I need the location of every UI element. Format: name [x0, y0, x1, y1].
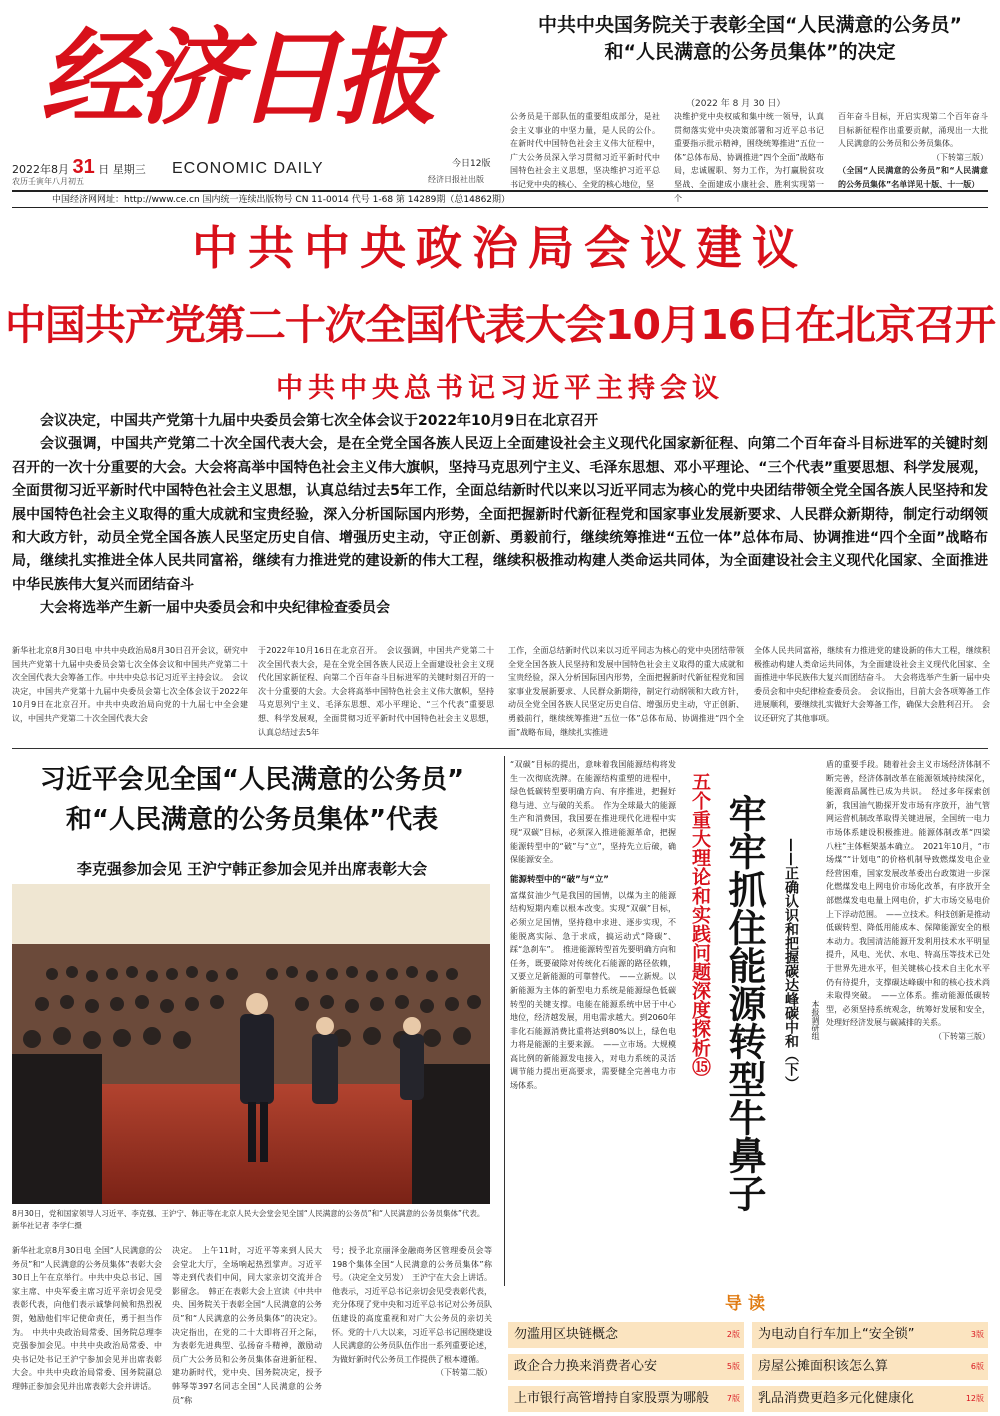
meeting-story-title-line1: 习近平会见全国“人民满意的公务员” — [39, 765, 465, 795]
main-lead-para-2: 会议强调，中国共产党第二十次全国代表大会，是在全党全国各族人民迈上全面建设社会主义现代化国家新征程、向第二个百年奋斗目标进军的关键时刻召开的一次十分重要的大会。大会将高举中国特色社会主义伟大旗帜，坚持马克思列宁主义、毛泽东思想、邓小平理论、“三个代表”重要思想、科学发展观，全面贯彻习近平新时代中国特色社会主义思想，认真总结过去5年工作，全面总结新时代以来以习近平同志为核心的党中央团结带领全党全国各族人民坚持和发展中国特色社会主义取得的重大成就和宝贵经验，深入分析国际国内形势，全面把握新时代新征程党和国家事业发展新要求、人民群众新期待，制定行动纲领和大政方针，动员全党全国各族人民坚定历史自信、增强历史主动，守正创新、勇毅前行，继续统筹推进“五位一体”总体布局、协调推进“四个全面”战略布局，继续扎实推进全体人民共同富裕，继续有力推进党的建设新的伟大工程，继续积极推动构建人类命运共同体，为全面建设社会主义现代化国家、全面推进中华民族伟大复兴而团结奋斗 — [12, 436, 988, 593]
main-story-column-1: 新华社北京8月30日电 中共中央政治局8月30日召开会议，研究中国共产党第十九届中央委员会第七次全体会议和中国共产党第二十次全国代表大会筹备工作。中共中央总书记习近平主持会议。 会议决定，中国共产党第十九届中央委员会第七次全体会议于2022年10月9日在北京召开。中共中央政治局向党的十九届七中全会建议，中国共产党第二十次全国代表大会 — [12, 646, 248, 723]
meeting-story-column-1: 新华社北京8月30日电 全国“人民满意的公务员”和“人民满意的公务员集体”表彰大会30日上午在京举行。中共中央总书记、国家主席、中央军委主席习近平亲切会见受表彰代表，向他们表示诚挚问候和热烈祝贺，勉励他们牢记使命责任，勇于担当作为。 中共中央政治局常委、国务院总理李克强参加会见。中共中央政治局常委、中央书记处书记王沪宁参加会见并出席表彰大会。中共中央政治局常委、国务院副总理韩正参加会见并出席表彰大会并讲话。 — [12, 1246, 162, 1391]
guide-item-text: 乳品消费更趋多元化健康化 — [758, 1391, 915, 1406]
guide-item-page: 12版 — [965, 1394, 984, 1403]
meeting-photo-illustration — [12, 884, 490, 1204]
date-prefix: 2022年8月 — [12, 163, 69, 176]
date-day: 31 — [72, 156, 95, 178]
main-lead — [12, 410, 988, 621]
page-count: 今日12版 — [452, 159, 491, 169]
guide-item-page: 3版 — [970, 1330, 984, 1339]
energy-story-column-1-body: 富煤贫油少气是我国的国情，以煤为主的能源结构短期内难以根本改变。实现“双碳”目标，必须立足国情，坚持稳中求进、逐步实现，不能脱离实际、急于求成，搞运动式“降碳”、踩“急刹车”。 推进能源转型首先要明确方向和任务，既要破除对传统化石能源的路径依赖，又要立足新能源的可靠替代。 ——立新规。以新能源为主体的新型电力系统是能源绿色低碳转型的关键支撑。电能在能源系统中居于中心地位，经济越发展，用电需求越大。到2060年非化石能源消费比重将达到80%以上，绿色电力将是能源的主要来源。 ——立市场。大规模高比例的新能源发电接入，对电力系统的灵活调节能力提出更高要求，需要健全完善电力市场体系。 — [510, 890, 676, 1091]
guide-item-text: 房屋公摊面积该怎么算 — [758, 1359, 889, 1374]
top-story-column-3 — [838, 110, 988, 190]
energy-story-byline: 本报调研组 — [811, 1000, 820, 1040]
guide-item-text: 勿滥用区块链概念 — [514, 1327, 619, 1342]
photo-caption — [12, 1208, 492, 1232]
guide-item-text: 上市银行高管增持自家股票为哪般 — [514, 1391, 710, 1406]
top-story-note: （全国“人民满意的公务员”和“人民满意的公务员集体”名单详见十版、十一版） — [838, 166, 988, 189]
guide-item[interactable] — [752, 1354, 988, 1380]
info-bar: 中国经济网网址：http://www.ce.cn 国内统一连续出版物号 CN 11-0014 代号 1-68 第 14289期（总14862期） — [12, 190, 988, 208]
photo-credit: 新华社记者 李学仁摄 — [12, 1221, 82, 1230]
guide-item-text: 政企合力换来消费者心安 — [514, 1359, 658, 1374]
top-story-title — [510, 12, 990, 66]
guide-item[interactable] — [752, 1322, 988, 1348]
meeting-story-column-3 — [332, 1244, 492, 1412]
meeting-photo — [12, 884, 490, 1204]
guide-item-page: 5版 — [726, 1362, 740, 1371]
newspaper-logo: 经济日报 — [40, 16, 433, 139]
energy-story-column-1-text: “双碳”目标的提出，意味着我国能源结构将发生一次彻底洗牌。在能源结构重塑的进程中，绿色低碳转型要明确方向、有序推进，把握好稳与进、立与破的关系。 作为全球最大的能源生产和消费国，我国要在推进现代化进程中实现“双碳”目标，必须深入推进能源革命，把握能源转型中的“破”与“立”，坚持先立后破，确保能源安全。 — [510, 760, 676, 865]
energy-story-column-2 — [826, 758, 990, 1286]
meeting-story-title-line2: 和“人民满意的公务员集体”代表 — [65, 805, 439, 835]
guide-item-text: 为电动自行车加上“安全锁” — [758, 1327, 915, 1342]
photo-caption-text: 8月30日，党和国家领导人习近平、李克强、王沪宁、韩正等在北京人民大会堂会见全国“人民满意的公务员”和“人民满意的公务员集体”代表。 — [12, 1209, 485, 1218]
meeting-story-title — [12, 760, 492, 840]
main-headline-1: 中共中央政治局会议建议 — [192, 221, 808, 275]
guide-box — [508, 1292, 988, 1414]
energy-story-column-2-text: 盾的重要手段。随着社会主义市场经济体制不断完善，经济体制改革在能源领域持续深化，能源商品属性已成为共识。 经过多年探索创新，我国油气勘探开发市场有序放开，油气管网运营机制改革取得关键进展，全国统一电力市场体系建设积极推进。能源体制改革“四梁八柱”主体框架基本确立。 2021年10月，“市场煤”“计划电”的价格机制导致燃煤发电企业经营困难，国家发展改革委出台政策进一步深化燃煤发电上网电价市场化改革，有序放开全部燃煤发电电量上网电价，扩大市场交易电价上下浮动范围。 ——立技术。科技创新是推动低碳转型、降低用能成本、保障能源安全的根本动力。我国清洁能源开发利用技术水平明显提升，风电、光伏、水电、特高压等技术已处于世界先进水平，但关键核心技术自主化水平仍有待提升，支撑碳达峰碳中和的核心技术尚未取得突破。 ——立体系。推动能源低碳转型，必须坚持系统观念，统筹好发展和安全，处理好经济发展与碳减排的关系。 — [826, 760, 990, 1028]
guide-title: 导读 — [725, 1294, 771, 1314]
main-story-column-2: 于2022年10月16日在北京召开。 会议强调，中国共产党第二十次全国代表大会，是在全党全国各族人民迈上全面建设社会主义现代化国家新征程、向第二个百年奋斗目标进军的关键时刻召开的一次十分重要的大会。大会将高举中国特色社会主义伟大旗帜，坚持马克思列宁主义、毛泽东思想、邓小平理论、“三个代表”重要思想、科学发展观，全面贯彻习近平新时代中国特色社会主义思想，认真总结过去5年 — [258, 646, 494, 737]
main-story-column-4: 全体人民共同富裕，继续有力推进党的建设新的伟大工程，继续积极推动构建人类命运共同体，为全面建设社会主义现代化国家、全面推进中华民族伟大复兴而团结奋斗。 大会将选举产生新一届中央委员会和中央纪律检查委员会。 会议指出，目前大会各项筹备工作进展顺利，要继续扎实做好大会筹备工作，确保大会胜利召开。 会议还研究了其他事项。 — [754, 646, 990, 723]
main-headline-2: 中国共产党第二十次全国代表大会10月16日在北京召开 — [4, 301, 996, 349]
energy-story-continued: （下转第三版） — [934, 1031, 990, 1041]
guide-item-page: 2版 — [726, 1330, 740, 1339]
top-story-title-line1: 中共中央国务院关于表彰全国“人民满意的公务员” — [538, 14, 962, 36]
newspaper-logo-english: ECONOMIC DAILY — [172, 160, 324, 177]
guide-item[interactable] — [508, 1322, 744, 1348]
energy-story-heading: 能源转型中的“破”与“立” — [510, 874, 609, 885]
top-story-title-line2: 和“人民满意的公务员集体”的决定 — [604, 41, 896, 63]
meeting-story-column-3-text: 号；授予北京丽泽金融商务区管理委员会等198个集体全国“人民满意的公务员集体”称号。（决定全文另发） 王沪宁在大会上讲话。他表示，习近平总书记亲切会见受表彰代表，充分体现了党中央和习近平总书记对公务员队伍建设的高度重视和对广大公务员的亲切关怀。党的十八大以来，习近平总书记围绕建设人民满意的公务员队伍作出一系列重要论述，为做好新时代公务员工作提供了根本遵循。 — [332, 1246, 492, 1364]
guide-item[interactable] — [508, 1386, 744, 1412]
top-story-continued: （下转第三版） — [932, 152, 988, 162]
guide-item[interactable] — [508, 1354, 744, 1380]
main-headline-3: 中共中央总书记习近平主持会议 — [276, 373, 724, 404]
guide-item-page: 7版 — [726, 1394, 740, 1403]
lunar-date: 农历壬寅年八月初五 — [12, 177, 84, 186]
section-divider — [12, 748, 988, 749]
energy-story-subtitle: ——正确认识和把握碳达峰碳中和（下） — [783, 838, 799, 1090]
meeting-story-column-2: 决定。 上午11时，习近平等来到人民大会堂北大厅，全场响起热烈掌声。习近平等走到代表们中间，同大家亲切交流并合影留念。 韩正在表彰大会上宣读《中共中央、国务院关于表彰全国“人民满意的公务员”和“人民满意的公务员集体”的决定》。决定指出，在党的二十大即将召开之际，为表彰先进典型、弘扬奋斗精神，激励动员广大公务员和公务员集体奋进新征程、建功新时代，党中央、国务院决定，授予韩琴等397名同志全国“人民满意的公务员”称 — [172, 1246, 322, 1405]
top-story-column-2: 决维护党中央权威和集中统一领导，认真贯彻落实党中央决策部署和习近平总书记重要指示批示精神，围绕统筹推进“五位一体”总体布局、协调推进“四个全面”战略布局，忠诚履职、努力工作，为打赢脱贫攻坚战、全面建成小康社会、胜利实现第一个 — [674, 112, 824, 203]
energy-series-title: 五个重大理论和实践问题深度探析⑮ — [689, 772, 711, 1076]
top-story-column-1: 公务员是干部队伍的重要组成部分，是社会主义事业的中坚力量，是人民的公仆。在新时代中国特色社会主义伟大征程中，广大公务员深入学习贯彻习近平新时代中国特色社会主义思想，坚决维护习近平总书记党中央的核心、全党的核心地位，坚 — [510, 112, 660, 189]
energy-story-title: 牢牢抓住能源转型牛鼻子 — [722, 794, 766, 1212]
main-lead-para-3: 大会将选举产生新一届中央委员会和中央纪律检查委员会 — [40, 600, 390, 617]
energy-story-column-1 — [510, 758, 676, 1286]
guide-item-page: 6版 — [970, 1362, 984, 1371]
date-suffix: 日 星期三 — [98, 163, 146, 176]
main-story-column-3: 工作，全面总结新时代以来以习近平同志为核心的党中央团结带领全党全国各族人民坚持和发展中国特色社会主义取得的重大成就和宝贵经验，深入分析国际国内形势，全面把握新时代新征程党和国家事业发展新要求、人民群众新期待，制定行动纲领和大政方针，动员全党全国各族人民坚定历史自信、增强历史主动，守正创新、勇毅前行，继续统筹推进“五位一体”总体布局、协调推进“四个全面”战略布局，继续扎实推进 — [508, 646, 744, 737]
meeting-story-continued: （下转第二版） — [436, 1368, 492, 1378]
top-story-column-3-text: 百年奋斗目标，开启实现第二个百年奋斗目标新征程作出重要贡献，涌现出一大批人民满意的公务员和公务员集体。 — [838, 112, 988, 149]
vertical-divider — [504, 756, 505, 1286]
main-lead-para-1: 会议决定，中国共产党第十九届中央委员会第七次全体会议于2022年10月9日在北京召开 — [40, 413, 599, 429]
publisher: 经济日报社出版 — [428, 175, 484, 184]
top-story-date: （2022 年 8 月 30 日） — [686, 99, 786, 109]
guide-item[interactable] — [752, 1386, 988, 1412]
meeting-story-subtitle: 李克强参加会见 王沪宁韩正参加会见并出席表彰大会 — [76, 860, 428, 878]
